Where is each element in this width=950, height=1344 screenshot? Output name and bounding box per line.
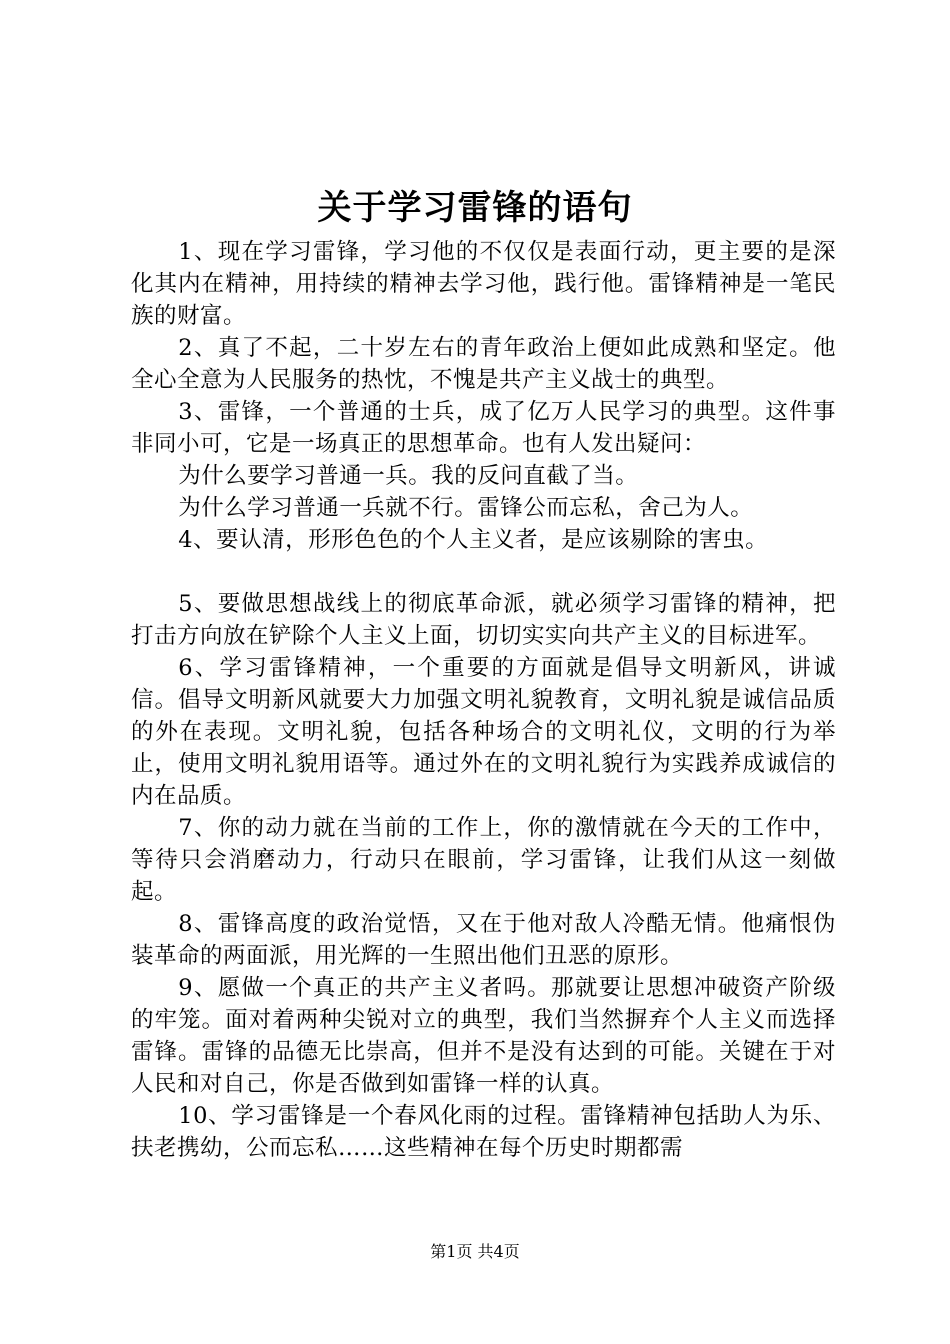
paragraph-6: 6、学习雷锋精神，一个重要的方面就是倡导文明新风，讲诚信。倡导文明新风就要大力加强文明礼貌教育，文明礼貌是诚信品质的外在表现。文明礼貌，包括各种场合的文明礼仪，文明的行为举止，使用文明礼貌用语等。通过外在的文明礼貌行为实践养成诚信的内在品质。 [131, 655, 836, 809]
page-footer: 第1页 共4页 [430, 1242, 520, 1261]
paragraph-3: 3、雷锋，一个普通的士兵，成了亿万人民学习的典型。这件事非同小可，它是一场真正的思想革命。也有人发出疑问： [131, 399, 836, 457]
paragraph-2: 2、真了不起，二十岁左右的青年政治上便如此成熟和坚定。他全心全意为人民服务的热忱，不愧是共产主义战士的典型。 [131, 335, 836, 393]
paragraph-5: 5、要做思想战线上的彻底革命派，就必须学习雷锋的精神，把打击方向放在铲除个人主义上面，切切实实向共产主义的目标进军。 [131, 591, 836, 649]
paragraph-3-question: 为什么要学习普通一兵。我的反问直截了当。 [178, 463, 639, 489]
paragraph-3-answer: 为什么学习普通一兵就不行。雷锋公而忘私，舍己为人。 [178, 495, 754, 521]
document-body [131, 236, 836, 1164]
paragraph-4: 4、要认清，形形色色的个人主义者，是应该剔除的害虫。 [178, 527, 769, 553]
paragraph-7: 7、你的动力就在当前的工作上，你的激情就在今天的工作中，等待只会消磨动力，行动只在眼前，学习雷锋，让我们从这一刻做起。 [131, 815, 836, 905]
paragraph-10: 10、学习雷锋是一个春风化雨的过程。雷锋精神包括助人为乐、扶老携幼，公而忘私……这些精神在每个历史时期都需 [131, 1103, 836, 1161]
paragraph-1: 1、现在学习雷锋，学习他的不仅仅是表面行动，更主要的是深化其内在精神，用持续的精神去学习他，践行他。雷锋精神是一笔民族的财富。 [131, 239, 836, 329]
document-title: 关于学习雷锋的语句 [317, 188, 633, 228]
paragraph-8: 8、雷锋高度的政治觉悟，又在于他对敌人冷酷无情。他痛恨伪装革命的两面派，用光辉的一生照出他们丑恶的原形。 [131, 911, 836, 969]
paragraph-9: 9、愿做一个真正的共产主义者吗。那就要让思想冲破资产阶级的牢笼。面对着两种尖锐对立的典型，我们当然摒弃个人主义而选择雷锋。雷锋的品德无比崇高，但并不是没有达到的可能。关键在于对人民和对自己，你是否做到如雷锋一样的认真。 [131, 975, 836, 1097]
